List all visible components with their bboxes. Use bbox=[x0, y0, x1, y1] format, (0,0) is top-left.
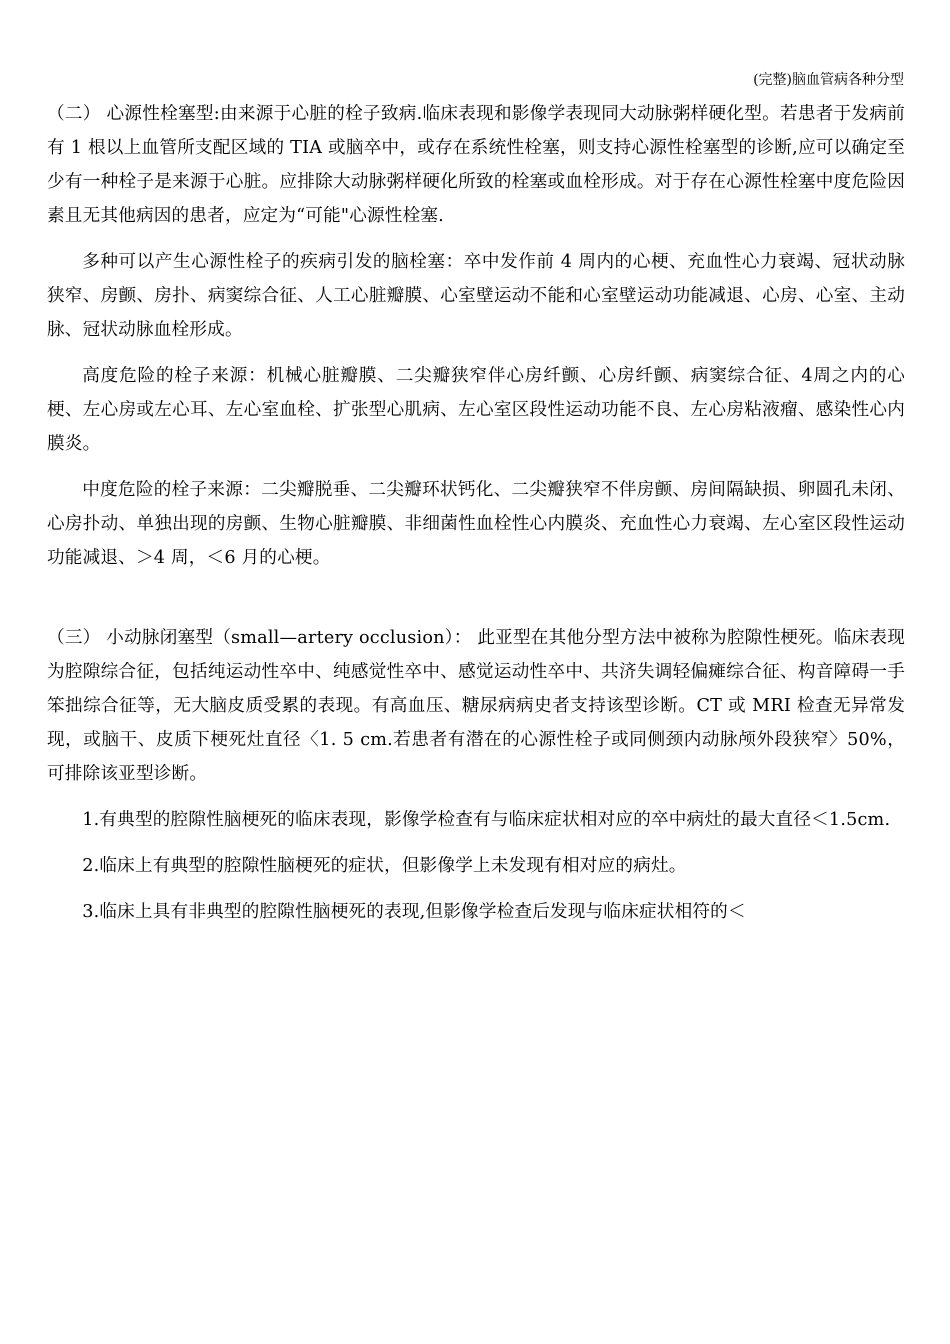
paragraph-small-artery-heading: （三） 小动脉闭塞型（small—artery occlusion）： 此亚型在其他分型方法中被称为腔隙性梗死。临床表现为腔隙综合征，包括纯运动性卒中、纯感觉性卒中、感觉运动性卒中、共济失调轻偏瘫综合征、构音障碍一手笨拙综合征等，无大脑皮质受累的表现。有高血压、糖尿病病史者支持该型诊断。CT 或 MRI 检查无异常发现，或脑干、皮质下梗死灶直径〈1. 5 cm.若患者有潜在的心源性栓子或同侧颈内动脉颅外段狭窄〉50%，可排除该亚型诊断。 bbox=[47, 628, 905, 784]
paragraph-embolic-diseases: 多种可以产生心源性栓子的疾病引发的脑栓塞：卒中发作前 4 周内的心梗、充血性心力衰竭、冠状动脉狭窄、房颤、房扑、病窦综合征、人工心脏瓣膜、心室壁运动不能和心室壁运动功能减退、心房、心室、主动脉、冠状动脉血栓形成。 bbox=[47, 252, 905, 340]
paragraph-moderate-risk-sources: 中度危险的栓子来源：二尖瓣脱垂、二尖瓣环状钙化、二尖瓣狭窄不伴房颤、房间隔缺损、卵圆孔未闭、心房扑动、单独出现的房颤、生物心脏瓣膜、非细菌性血栓性心内膜炎、充血性心力衰竭、左心室区段性运动功能减退、＞4 周，＜6 月的心梗。 bbox=[47, 480, 905, 568]
document-body bbox=[47, 97, 905, 929]
list-item-criterion-2: 2.临床上有典型的腔隙性脑梗死的症状，但影像学上未发现有相对应的病灶。 bbox=[82, 856, 687, 876]
list-item-criterion-1: 1.有典型的腔隙性脑梗死的临床表现，影像学检查有与临床症状相对应的卒中病灶的最大直径＜1.5cm. bbox=[82, 810, 891, 830]
running-header: (完整)脑血管病各种分型 bbox=[753, 72, 904, 88]
list-item-criterion-3: 3.临床上具有非典型的腔隙性脑梗死的表现,但影像学检查后发现与临床症状相符的＜ bbox=[82, 902, 746, 922]
paragraph-cardioembolic-heading: （二） 心源性栓塞型:由来源于心脏的栓子致病.临床表现和影像学表现同大动脉粥样硬化型。若患者于发病前有 1 根以上血管所支配区域的 TIA 或脑卒中，或存在系统性栓塞，则支持心源性栓塞型的诊断,应可以确定至少有一种栓子是来源于心脏。应排除大动脉粥样硬化所致的栓塞或血栓形成。对于存在心源性栓塞中度危险因素且无其他病因的患者，应定为“可能"心源性栓塞. bbox=[47, 104, 905, 226]
paragraph-high-risk-sources: 高度危险的栓子来源：机械心脏瓣膜、二尖瓣狭窄伴心房纤颤、心房纤颤、病窦综合征、4周之内的心梗、左心房或左心耳、左心室血栓、扩张型心肌病、左心室区段性运动功能不良、左心房粘液瘤、感染性心内膜炎。 bbox=[47, 366, 905, 454]
